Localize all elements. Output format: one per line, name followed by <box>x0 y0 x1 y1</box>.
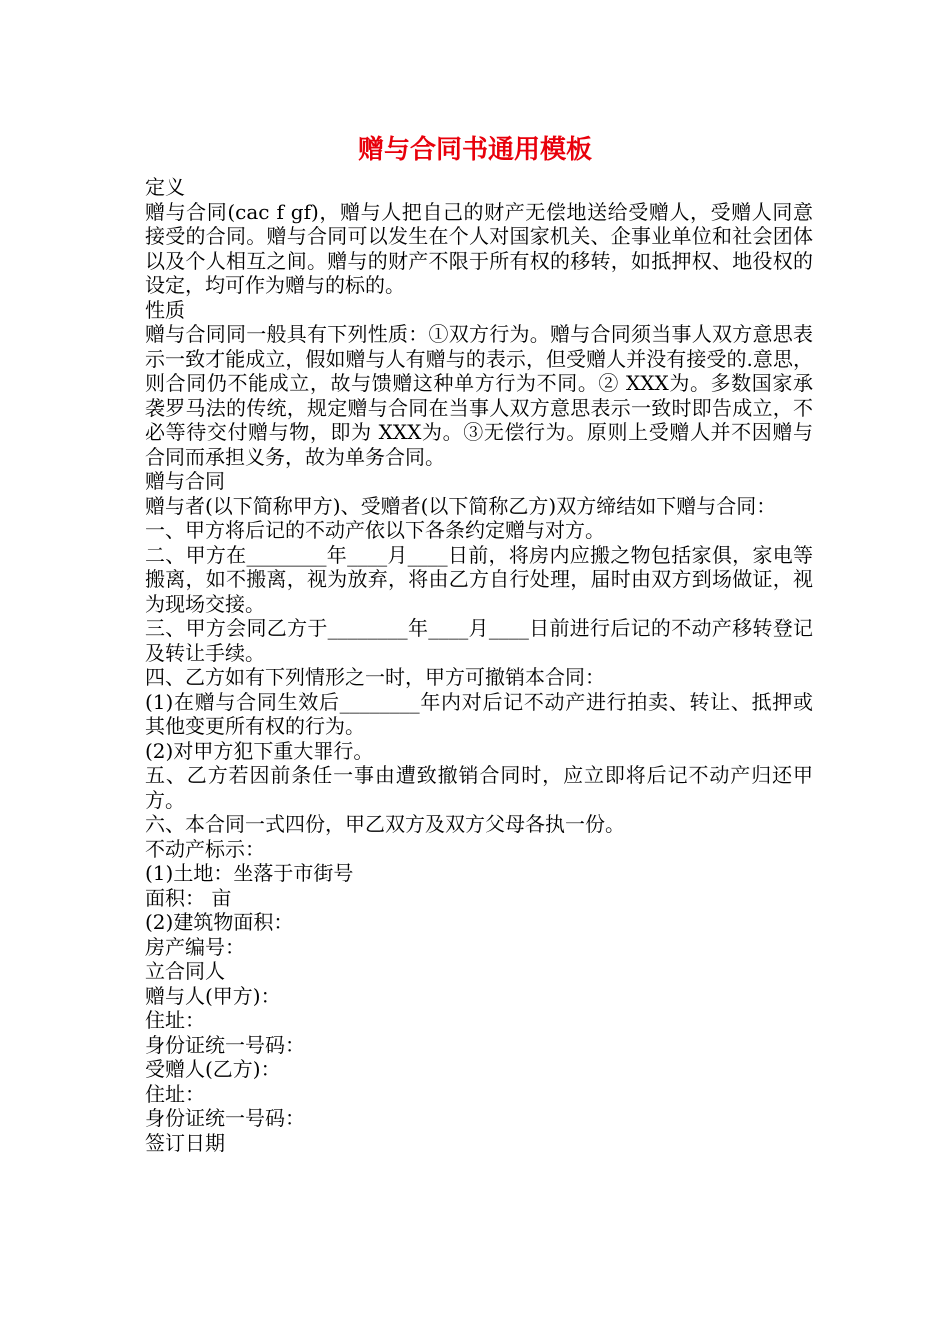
paragraph: 赠与合同(cac f gf)，赠与人把自己的财产无偿地送给受赠人，受赠人同意接受的合同。赠与合同可以发生在个人对国家机关、企事业单位和社会团体以及个人相互之间。赠与的财产不限于所有权的移转，如抵押权、地役权的设定，均可作为赠与的标的。 <box>145 199 813 297</box>
paragraph: (2)对甲方犯下重大罪行。 <box>145 738 374 763</box>
paragraph: 六、本合同一式四份，甲乙双方及双方父母各执一份。 <box>145 812 625 836</box>
paragraph: 性质 <box>145 297 185 322</box>
paragraph: 赠与合同 <box>145 469 225 493</box>
paragraph: 三、甲方会同乙方于________年____月____日前进行后记的不动产移转登记及转让手续。 <box>145 616 813 665</box>
paragraph: 一、甲方将后记的不动产依以下各条约定赠与对方。 <box>145 518 605 542</box>
paragraph: 身份证统一号码： <box>145 1032 305 1057</box>
paragraph: 定义 <box>145 175 185 199</box>
paragraph: 面积： 亩 <box>145 885 232 910</box>
paragraph: 赠与者(以下简称甲方)、受赠者(以下简称乙方)双方缔结如下赠与合同： <box>145 493 777 518</box>
document-body <box>145 175 813 1155</box>
paragraph: 不动产标示： <box>145 836 265 861</box>
paragraph: 五、乙方若因前条任一事由遭致撤销合同时，应立即将后记不动产归还甲方。 <box>145 763 813 812</box>
paragraph: 二、甲方在________年____月____日前，将房内应搬之物包括家俱，家电等搬离，如不搬离，视为放弃，将由乙方自行处理，届时由双方到场做证，视为现场交接。 <box>145 542 813 616</box>
paragraph: 立合同人 <box>145 959 225 983</box>
paragraph: 赠与合同同一般具有下列性质：①双方行为。赠与合同须当事人双方意思表示一致才能成立，假如赠与人有赠与的表示，但受赠人并没有接受的.意思，则合同仍不能成立，故与馈赠这种单方行为不同。② XXX为。多数国家承袭罗马法的传统，规定赠与合同在当事人双方意思表示一致时即告成立，不必等待交付赠与物，即为 XXX为。③无偿行为。原则上受赠人并不因赠与合同而承担义务，故为单务合同。 <box>145 322 813 469</box>
paragraph: 住址： <box>145 1081 205 1106</box>
paragraph: 身份证统一号码： <box>145 1106 305 1130</box>
paragraph: (1)在赠与合同生效后________年内对后记不动产进行拍卖、转让、抵押或其他变更所有权的行为。 <box>145 689 813 738</box>
paragraph: 四、乙方如有下列情形之一时，甲方可撤销本合同： <box>145 665 605 689</box>
paragraph: 受赠人(乙方)： <box>145 1057 281 1081</box>
paragraph: (2)建筑物面积： <box>145 910 294 934</box>
paragraph: 房产编号： <box>145 934 245 959</box>
paragraph: 住址： <box>145 1008 205 1032</box>
document-title: 赠与合同书通用模板 <box>357 135 592 165</box>
paragraph: 签订日期 <box>145 1130 225 1155</box>
paragraph: 赠与人(甲方)： <box>145 983 281 1008</box>
paragraph: (1)土地：坐落于市街号 <box>145 861 354 885</box>
